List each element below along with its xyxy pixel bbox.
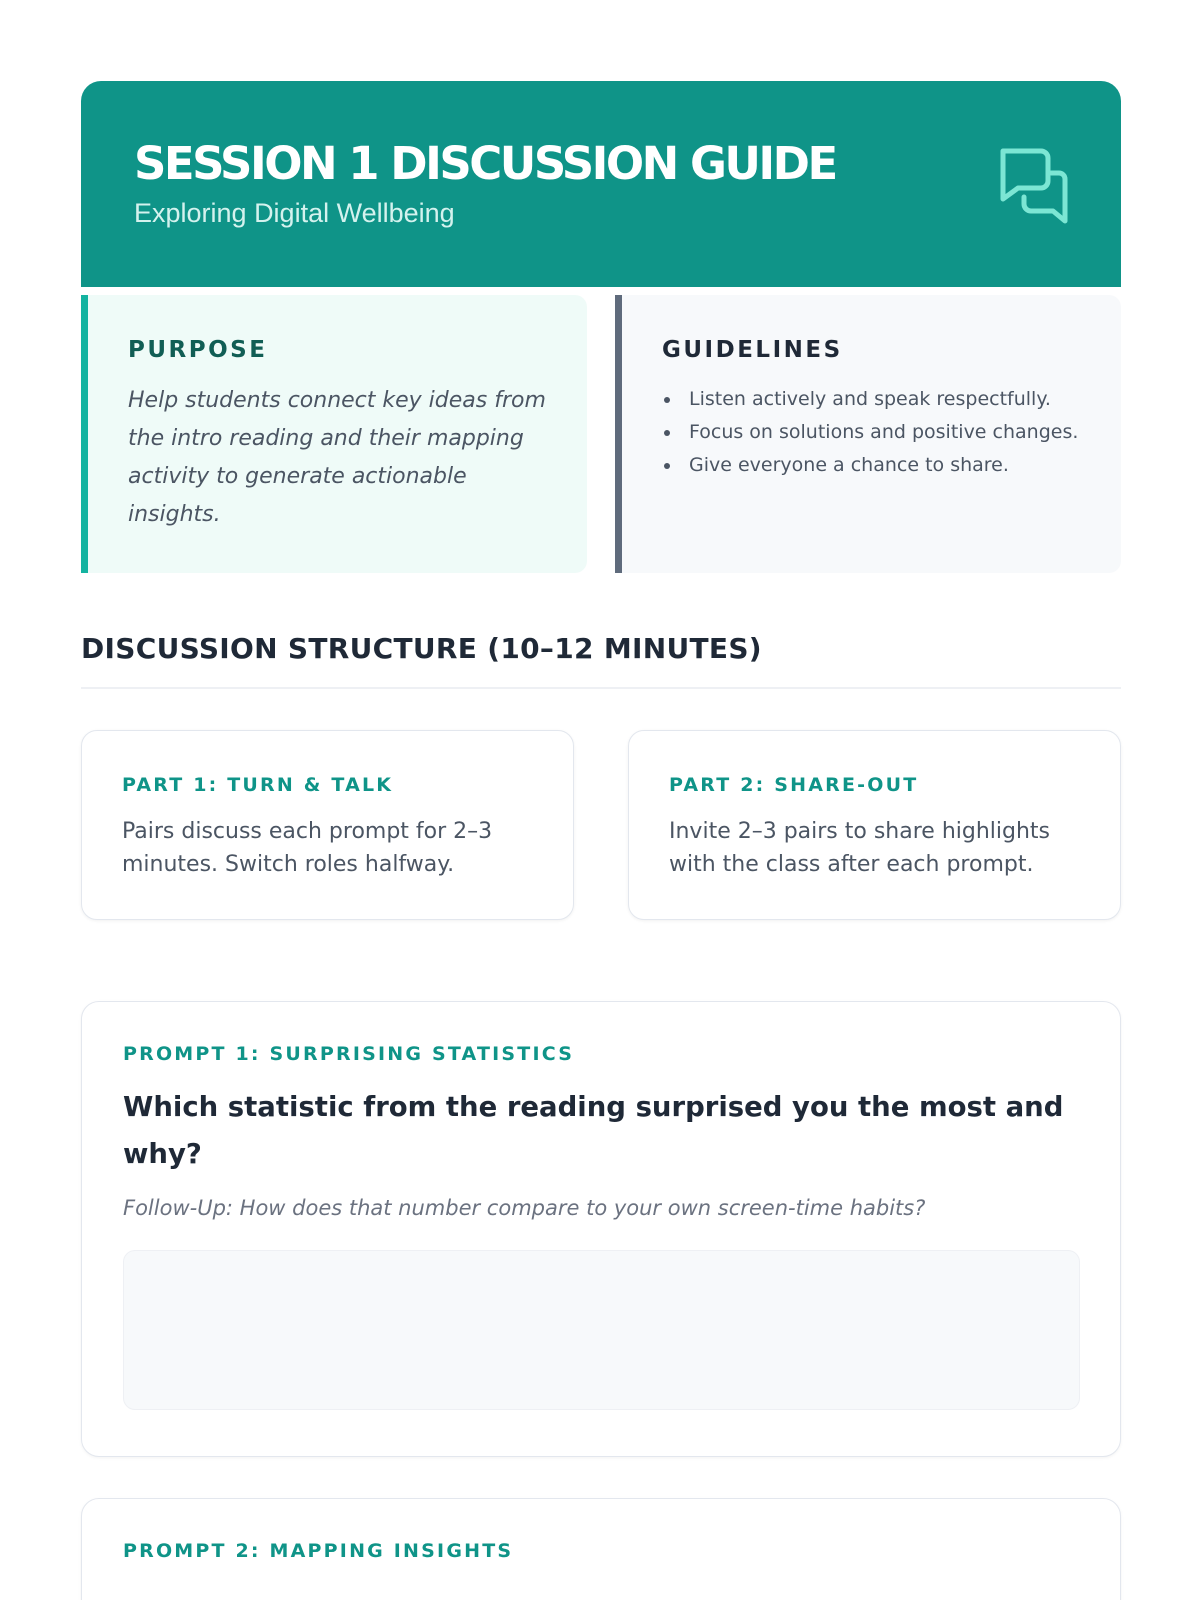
parts-row [81,730,1121,920]
prompt-followup: Follow-Up: How does that number compare to your own screen-time habits? [123,1196,926,1220]
bullet-icon [664,463,670,469]
section-heading: DISCUSSION STRUCTURE (10–12 MINUTES) [81,632,762,665]
prompt-question: Which statistic from the reading surprised you the most and why? [123,1091,1064,1170]
chat-bubbles-icon [991,145,1071,225]
purpose-text: Help students connect key ideas from the intro reading and their mapping activity to generate actionable insights. [128,388,546,527]
list-item [662,383,1091,416]
guideline-text: Focus on solutions and positive changes. [689,421,1079,443]
part-card-share-out [628,730,1121,920]
guidelines-list [662,383,1091,482]
purpose-box [81,295,587,573]
part-text: Pairs discuss each prompt for 2–3 minutes. Switch roles halfway. [122,819,493,877]
guideline-text: Give everyone a chance to share. [689,454,1009,476]
part-label: PART 1: TURN & TALK [122,774,394,796]
prompt-card-1 [81,1001,1121,1457]
prompt-card-2 [81,1498,1121,1600]
header-banner [81,81,1121,287]
part-text: Invite 2–3 pairs to share highlights with the class after each prompt. [669,819,1051,877]
guidelines-heading: GUIDELINES [662,337,843,363]
list-item [662,449,1091,482]
part-card-turn-and-talk [81,730,574,920]
discussion-guide [81,81,1121,1600]
list-item [662,416,1091,449]
info-row [81,295,1121,573]
bullet-icon [664,430,670,436]
prompt-label: PROMPT 1: SURPRISING STATISTICS [123,1043,575,1065]
purpose-heading: PURPOSE [128,337,268,363]
prompt-label: PROMPT 2: MAPPING INSIGHTS [123,1540,514,1562]
guidelines-box [615,295,1121,573]
page-title: SESSION 1 DISCUSSION GUIDE [134,137,836,190]
part-label: PART 2: SHARE-OUT [669,774,919,796]
bullet-icon [664,397,670,403]
section-divider [81,687,1121,689]
page-subtitle: Exploring Digital Wellbeing [134,198,455,228]
response-area[interactable] [123,1250,1080,1410]
guideline-text: Listen actively and speak respectfully. [689,388,1051,410]
